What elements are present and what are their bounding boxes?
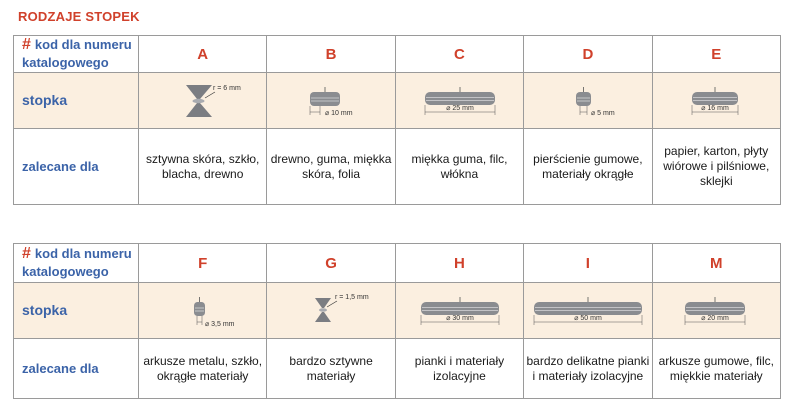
foot-cell <box>267 283 395 339</box>
code-cell: B <box>267 36 395 73</box>
code-cell: A <box>139 36 267 73</box>
recommended-cell: arkusze gumowe, filc, miękkie materiały <box>652 339 780 399</box>
foot-i-drawing <box>529 289 647 333</box>
foot-m-drawing <box>668 289 764 333</box>
recommended-header-cell <box>14 129 139 205</box>
foot-cell <box>395 73 523 129</box>
foot-c-drawing <box>411 79 507 123</box>
foot-cell <box>524 283 652 339</box>
dim-label: ⌀ 20 mm <box>701 314 730 322</box>
foot-row <box>14 73 781 129</box>
hash-icon: # <box>22 245 31 262</box>
dim-label: ⌀ 3,5 mm <box>204 320 235 328</box>
foot-h-drawing <box>411 289 507 333</box>
code-label: kod dla numeru katalogowego <box>22 37 132 70</box>
recommended-cell: miękka guma, filc, włókna <box>395 129 523 205</box>
foot-f-drawing <box>155 289 251 333</box>
foot-d-drawing <box>540 79 636 123</box>
dim-label: ⌀ 50 mm <box>574 314 602 322</box>
dim-label: r = 6 mm <box>212 84 241 92</box>
foot-label: stopka <box>22 91 68 108</box>
code-cell: F <box>139 244 267 283</box>
foot-a-drawing <box>155 79 251 123</box>
code-cell: E <box>652 36 780 73</box>
foot-row <box>14 283 781 339</box>
recommended-cell: sztywna skóra, szkło, blacha, drewno <box>139 129 267 205</box>
code-label: kod dla numeru katalogowego <box>22 246 132 279</box>
code-cell: G <box>267 244 395 283</box>
foot-cell <box>652 283 780 339</box>
recommended-row <box>14 129 781 205</box>
recommended-cell: arkusze metalu, szkło, okrągłe materiały <box>139 339 267 399</box>
recommended-cell: bardzo sztywne materiały <box>267 339 395 399</box>
recommended-header-cell <box>14 339 139 399</box>
recommended-row <box>14 339 781 399</box>
dim-label: ⌀ 5 mm <box>590 109 615 117</box>
code-header-cell <box>14 36 139 73</box>
foot-header-cell <box>14 73 139 129</box>
recommended-cell: pierścienie gumowe, materiały okrągłe <box>524 129 652 205</box>
foot-cell <box>267 73 395 129</box>
code-cell: D <box>524 36 652 73</box>
dim-label: r = 1,5 mm <box>335 293 369 301</box>
foot-label: stopka <box>22 301 68 318</box>
dim-label: ⌀ 10 mm <box>325 109 353 117</box>
code-cell: I <box>524 244 652 283</box>
hash-icon: # <box>22 36 31 53</box>
recommended-cell: papier, karton, płyty wiórowe i pilśniowe, sklejki <box>652 129 780 205</box>
dim-label: ⌀ 25 mm <box>446 104 475 112</box>
foot-g-drawing <box>283 289 379 333</box>
page-title: RODZAJE STOPEK <box>18 9 140 24</box>
foot-cell <box>139 283 267 339</box>
dim-label: ⌀ 30 mm <box>446 314 475 322</box>
foot-cell <box>524 73 652 129</box>
foot-types-table-1 <box>13 35 781 205</box>
recommended-cell: bardzo delikatne pianki i materiały izolacyjne <box>524 339 652 399</box>
code-header-cell <box>14 244 139 283</box>
foot-e-drawing <box>668 79 764 123</box>
recommended-cell: drewno, guma, miękka skóra, folia <box>267 129 395 205</box>
foot-header-cell <box>14 283 139 339</box>
foot-cell <box>139 73 267 129</box>
foot-b-drawing <box>283 79 379 123</box>
recommended-label: zalecane dla <box>22 360 99 376</box>
dim-label: ⌀ 16 mm <box>701 104 730 112</box>
code-cell: C <box>395 36 523 73</box>
code-row <box>14 244 781 283</box>
recommended-cell: pianki i materiały izolacyjne <box>395 339 523 399</box>
code-cell: H <box>395 244 523 283</box>
code-row <box>14 36 781 73</box>
foot-cell <box>652 73 780 129</box>
recommended-label: zalecane dla <box>22 158 99 174</box>
code-cell: M <box>652 244 780 283</box>
foot-types-table-2 <box>13 243 781 399</box>
foot-cell <box>395 283 523 339</box>
